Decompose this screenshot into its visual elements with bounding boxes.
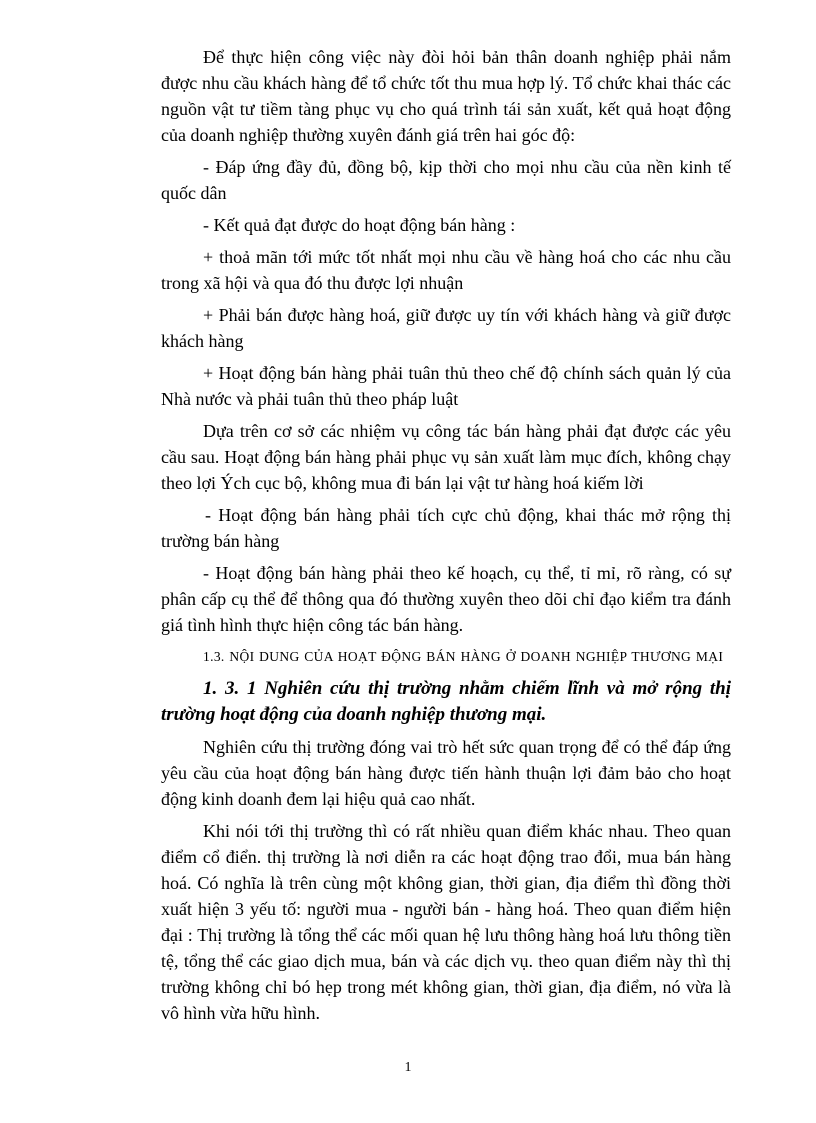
- list-item-tuan-thu: + Hoạt động bán hàng phải tuân thủ theo chế độ chính sách quản lý của Nhà nước và phải tuân thủ theo pháp luật: [161, 363, 731, 409]
- list-item-ke-hoach: - Hoạt động bán hàng phải theo kế hoạch, cụ thể, tỉ mỉ, rõ ràng, có sự phân cấp cụ thể để thông qua đó thường xuyên theo dõi chỉ đạo kiểm tra đánh giá tình hình thực hiện công tác bán hàng.: [161, 563, 731, 635]
- list-item-tich-cuc: - Hoạt động bán hàng phải tích cực chủ động, khai thác mở rộng thị trường bán hàng: [161, 505, 731, 551]
- list-item-thoa-man: + thoả mãn tới mức tốt nhất mọi nhu cầu về hàng hoá cho các nhu cầu trong xã hội và qua đó thu được lợi nhuận: [161, 247, 731, 293]
- section-heading: 1.3. NỘI DUNG CỦA HOẠT ĐỘNG BÁN HÀNG Ở DOANH NGHIỆP THƯƠNG MẠI: [203, 649, 724, 664]
- paragraph-thi-truong: Khi nói tới thị trường thì có rất nhiều quan điểm khác nhau. Theo quan điểm cổ điển. thị trường là nơi diễn ra các hoạt động trao đổi, mua bán hàng hoá. Có nghĩa là trên cùng một không gian, thời gian, địa điểm thì đồng thời xuất hiện 3 yếu tố: người mua - người bán - hàng hoá. Theo quan điểm hiện đại : Thị trường là tổng thể các mối quan hệ lưu thông hàng hoá lưu thông tiền tệ, tổng thể các giao dịch mua, bán và các dịch vụ. theo quan điểm này thì thị trường không chỉ bó hẹp trong mét không gian, thời gian, địa điểm, nó vừa là vô hình vừa hữu hình.: [161, 821, 731, 1023]
- page-number: 1: [404, 1060, 412, 1075]
- list-item-phai-ban: + Phải bán được hàng hoá, giữ được uy tín với khách hàng và giữ được khách hàng: [161, 305, 731, 351]
- paragraph-intro: Để thực hiện công việc này đòi hỏi bản thân doanh nghiệp phải nắm được nhu cầu khách hàng để tổ chức tốt thu mua hợp lý. Tổ chức khai thác các nguồn vật tư tiềm tàng phục vụ cho quá trình tái sản xuất, kết quả hoạt động của doanh nghiệp thường xuyên đánh giá trên hai góc độ:: [161, 47, 731, 145]
- paragraph-nghien-cuu: Nghiên cứu thị trường đóng vai trò hết sức quan trọng để có thể đáp ứng yêu cầu của hoạt động bán hàng được tiến hành thuận lợi đảm bảo cho hoạt động kinh doanh đem lại hiệu quả cao nhất.: [161, 737, 731, 809]
- list-item-dap-ung: - Đáp ứng đầy đủ, đồng bộ, kịp thời cho mọi nhu cầu của nền kinh tế quốc dân: [161, 157, 731, 203]
- paragraph-yeu-cau: Dựa trên cơ sở các nhiệm vụ công tác bán hàng phải đạt được các yêu cầu sau. Hoạt động bán hàng phải phục vụ sản xuất làm mục đích, không chạy theo lợi Ých cục bộ, không mua đi bán lại vật tư hàng hoá kiếm lời: [161, 421, 731, 493]
- body-text: [161, 44, 731, 1026]
- list-item-ket-qua: - Kết quả đạt được do hoạt động bán hàng :: [203, 215, 516, 235]
- subsection-heading: 1. 3. 1 Nghiên cứu thị trường nhằm chiếm lĩnh và mở rộng thị trường hoạt động của doanh nghiệp thương mại.: [161, 678, 731, 725]
